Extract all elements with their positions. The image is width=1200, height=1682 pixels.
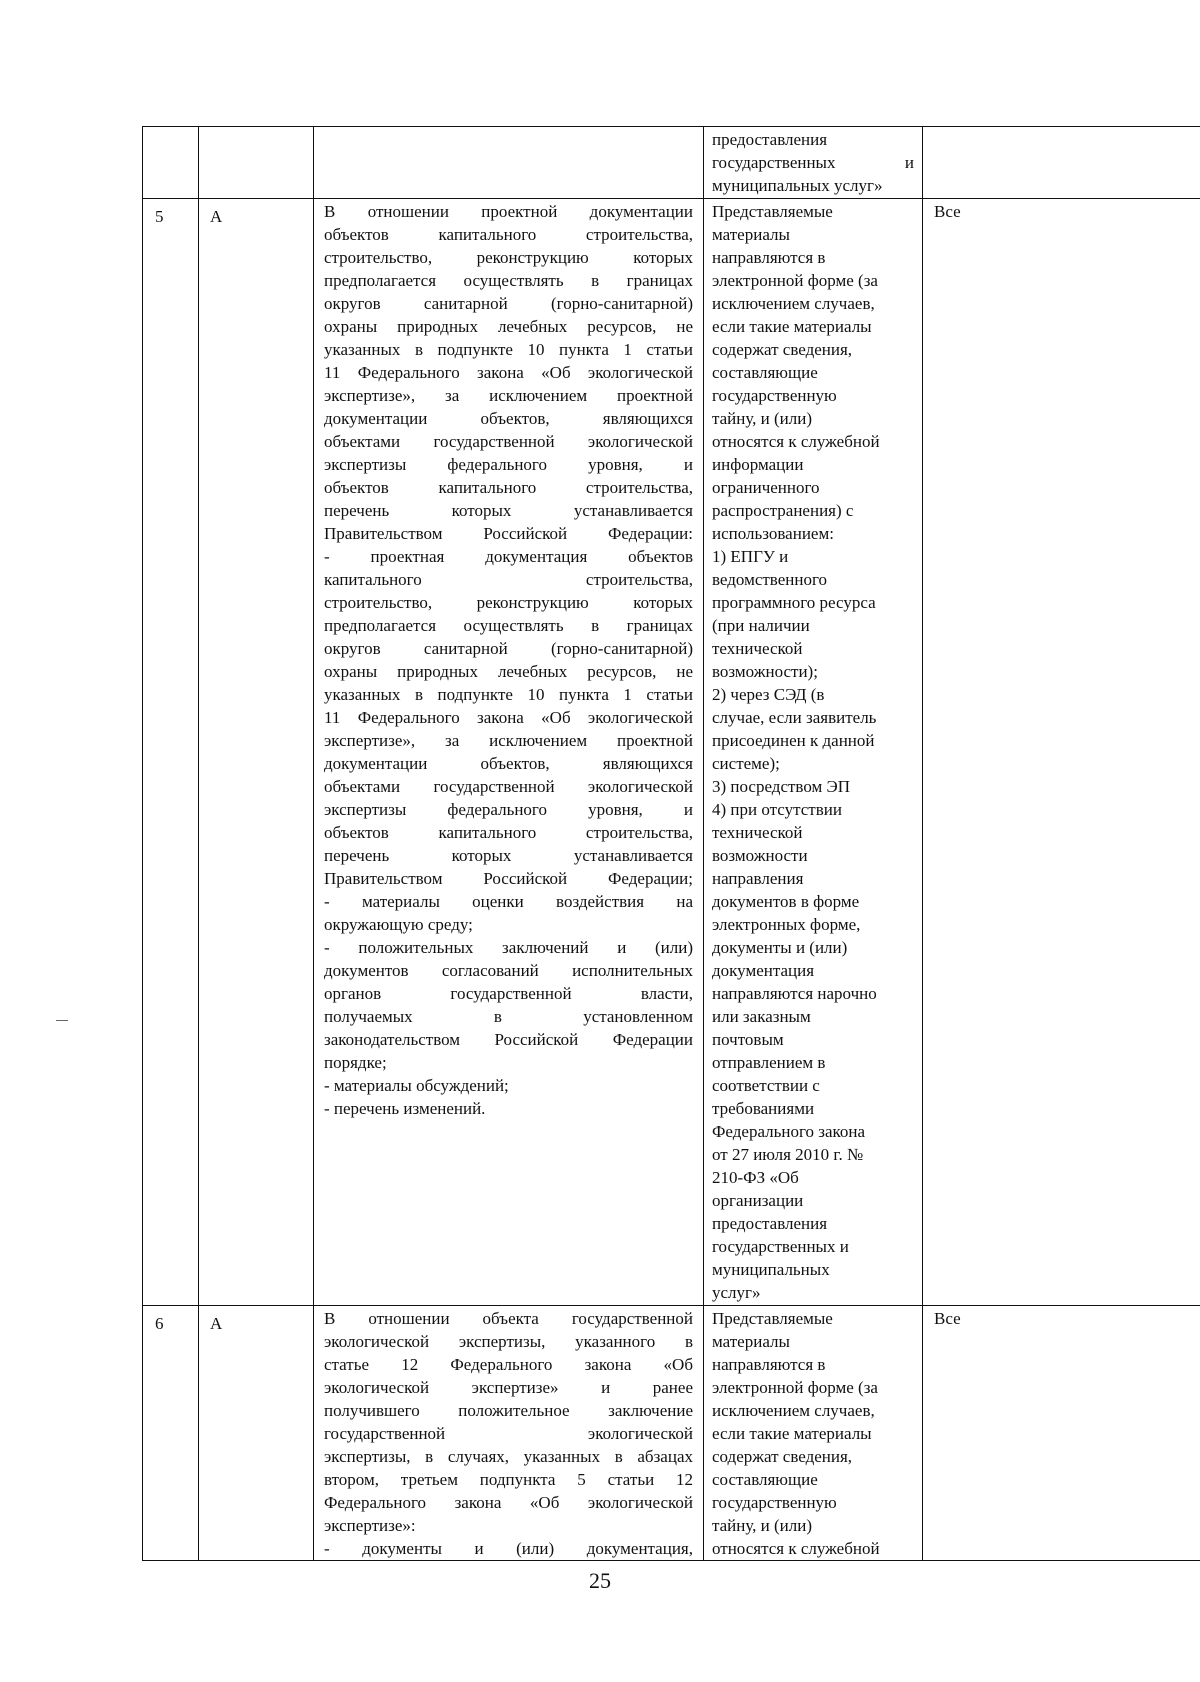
cell-desc [314,127,704,199]
method-line: 3) посредством ЭП [712,777,851,796]
method-line: технической [712,639,803,658]
description-line: перечень которых устанавливается [324,501,693,520]
method-line: документы и (или) [712,938,848,957]
method-line: (при наличии [712,616,810,635]
description-line: втором, третьем подпункта 5 статьи 12 [324,1470,693,1489]
method-line: ограниченного [712,478,820,497]
cell-type [199,127,314,199]
description-line: - материалы оценки воздействия на [324,892,693,911]
method-line: Представляемые [712,202,833,221]
description-line: 11 Федерального закона «Об экологической [324,363,693,382]
method-line: 210-ФЗ «Об [712,1168,799,1187]
method-line: государственную [712,1493,837,1512]
method-line: муниципальных услуг» [712,176,883,195]
method-line: соответствии с [712,1076,820,1095]
description-line: документов согласований исполнительных [324,961,693,980]
method-line: содержат сведения, [712,340,853,359]
description-line: В отношении проектной документации [324,202,693,221]
method-line: использованием: [712,524,834,543]
description-line: объектов капитального строительства, [324,478,693,497]
method-line: составляющие [712,363,818,382]
description-line: округов санитарной (горно-санитарной) [324,639,693,658]
method-line: направляются в [712,248,826,267]
description-line: порядке; [324,1053,387,1072]
row-method [704,1306,923,1561]
method-line: составляющие [712,1470,818,1489]
description-line: - проектная документация объектов [324,547,693,566]
method-line: Федерального закона [712,1122,866,1141]
description-line: получаемых в установленном [324,1007,693,1026]
method-line: предоставления [712,1214,828,1233]
method-line: электронной форме (за [712,271,878,290]
description-line: объектов капитального строительства, [324,225,693,244]
method-line: предоставления [712,130,828,149]
method-line: исключением случаев, [712,294,875,313]
method-line: электронных форме, [712,915,861,934]
method-line: 2) через СЭД (в [712,685,825,704]
description-line: законодательством Российской Федерации [324,1030,693,1049]
description-line: перечень которых устанавливается [324,846,693,865]
method-line: или заказным [712,1007,811,1026]
method-line: 4) при отсутствии [712,800,842,819]
cell-method [704,127,923,199]
method-line: относятся к служебной [712,432,880,451]
description-line: - материалы обсуждений; [324,1076,509,1095]
description-line: - документы и (или) документация, [324,1539,693,1558]
description-line: объектов капитального строительства, [324,823,693,842]
description-line: экспертизы федерального уровня, и [324,800,693,819]
method-line: материалы [712,225,790,244]
method-line: технической [712,823,803,842]
description-line: Федерального закона «Об экологической [324,1493,693,1512]
description-line: экологической экспертизе» и ранее [324,1378,693,1397]
method-line: ведомственного [712,570,828,589]
method-line: распространения) с [712,501,854,520]
method-line: возможности [712,846,808,865]
method-line: тайну, и (или) [712,409,813,428]
description-line: капитального строительства, [324,570,693,589]
cell-num [143,127,199,199]
description-line: охраны природных лечебных ресурсов, не [324,317,693,336]
method-line: системе); [712,754,780,773]
description-line: предполагается осуществлять в границах [324,271,693,290]
description-line: экологической экспертизы, указанного в [324,1332,693,1351]
method-line: электронной форме (за [712,1378,878,1397]
row-number: 5 [143,199,199,1306]
description-line: статье 12 Федерального закона «Об [324,1355,693,1374]
row-description [314,199,704,1306]
description-line: документации объектов, являющихся [324,409,693,428]
description-line: документации объектов, являющихся [324,754,693,773]
method-line: документов в форме [712,892,860,911]
method-line: направляются в [712,1355,826,1374]
description-line: предполагается осуществлять в границах [324,616,693,635]
description-line: экспертизе», за исключением проектной [324,386,693,405]
row-type: А [199,199,314,1306]
description-line: экспертизы федерального уровня, и [324,455,693,474]
description-line: государственной экологической [324,1424,693,1443]
row-type: А [199,1306,314,1561]
method-line: 1) ЕПГУ и [712,547,789,566]
method-line: информации [712,455,804,474]
description-line: экспертизе»: [324,1516,416,1535]
method-line: направляются нарочно [712,984,877,1003]
method-line: случае, если заявитель [712,708,877,727]
method-line: организации [712,1191,804,1210]
method-line: тайну, и (или) [712,1516,813,1535]
method-line: направления [712,869,804,888]
method-line: относятся к служебной [712,1539,880,1558]
method-line: присоединен к данной [712,731,875,750]
method-line: документация [712,961,815,980]
method-line: услуг» [712,1283,761,1302]
method-line: требованиями [712,1099,815,1118]
row-scope: Все [923,1306,1200,1561]
description-line: объектами государственной экологической [324,777,693,796]
table-row [143,199,1200,1306]
table-row-continuation [143,127,1200,199]
description-line: строительство, реконструкцию которых [324,248,693,267]
description-line: строительство, реконструкцию которых [324,593,693,612]
description-line: Правительством Российской Федерации; [324,869,693,888]
description-line: указанных в подпункте 10 пункта 1 статьи [324,685,693,704]
method-line: почтовым [712,1030,784,1049]
description-line: В отношении объекта государственной [324,1309,693,1328]
margin-mark [56,1020,68,1021]
method-line: содержат сведения, [712,1447,853,1466]
description-line: окружающую среду; [324,915,473,934]
description-line: охраны природных лечебных ресурсов, не [324,662,693,681]
method-line: отправлением в [712,1053,826,1072]
method-line: программного ресурса [712,593,876,612]
method-line: от 27 июля 2010 г. № [712,1145,864,1164]
row-description [314,1306,704,1561]
method-line: государственных и [712,1237,849,1256]
row-method [704,199,923,1306]
cell-scope [923,127,1200,199]
description-line: органов государственной власти, [324,984,693,1003]
method-line: муниципальных [712,1260,830,1279]
description-line: экспертизы, в случаях, указанных в абзацах [324,1447,693,1466]
method-line: исключением случаев, [712,1401,875,1420]
method-line: если такие материалы [712,1424,872,1443]
method-line: если такие материалы [712,317,872,336]
method-line: государственную [712,386,837,405]
method-line: Представляемые [712,1309,833,1328]
description-line: объектами государственной экологической [324,432,693,451]
description-line: Правительством Российской Федерации: [324,524,693,543]
method-line: материалы [712,1332,790,1351]
description-line: получившего положительное заключение [324,1401,693,1420]
description-line: - положительных заключений и (или) [324,938,693,957]
method-line: государственных и [712,153,914,172]
description-line: экспертизе», за исключением проектной [324,731,693,750]
row-scope: Все [923,199,1200,1306]
description-line: округов санитарной (горно-санитарной) [324,294,693,313]
table-row [143,1306,1200,1561]
description-line: 11 Федерального закона «Об экологической [324,708,693,727]
description-line: - перечень изменений. [324,1099,486,1118]
requirements-table [142,126,1200,1561]
method-line: возможности); [712,662,818,681]
description-line: указанных в подпункте 10 пункта 1 статьи [324,340,693,359]
row-number: 6 [143,1306,199,1561]
page-number: 25 [589,1568,611,1593]
